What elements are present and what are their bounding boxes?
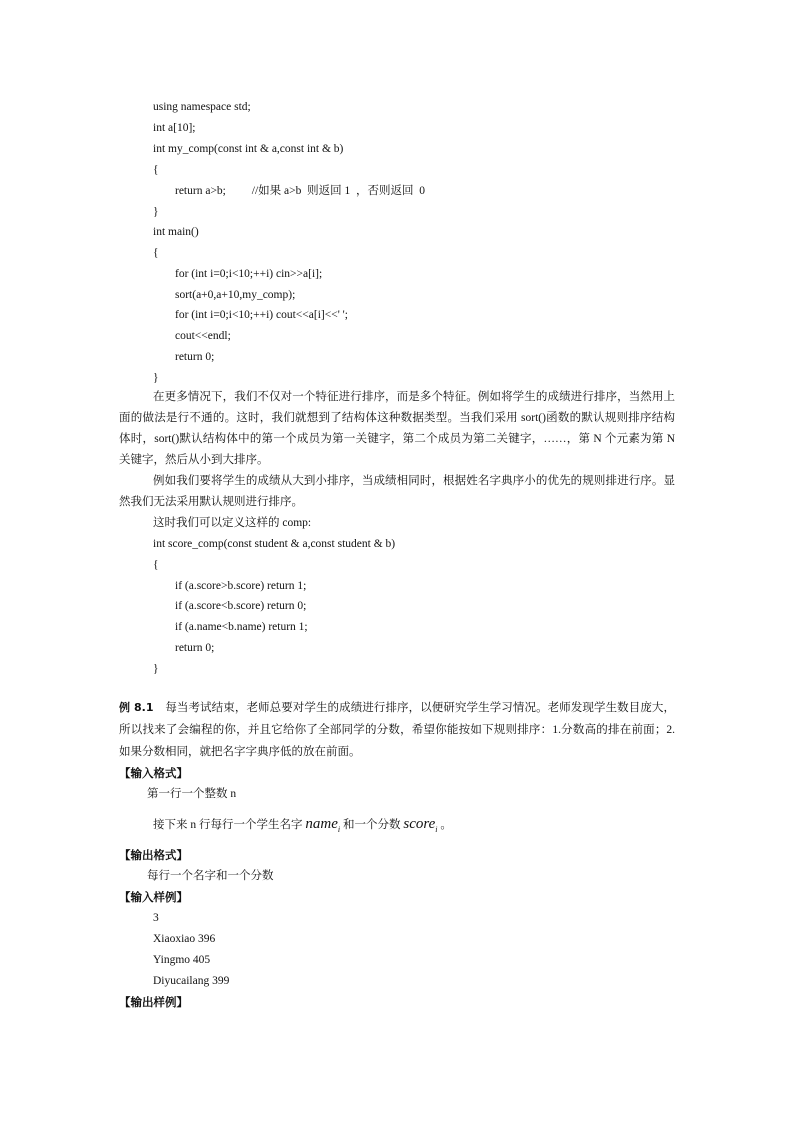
input-format-line2-mid: 和一个分数 [340,819,404,831]
code-line: if (a.score>b.score) return 1; [175,580,307,592]
sample-input-line: Yingmo 405 [153,954,211,966]
code-line: return 0; [175,642,215,654]
code-line: int my_comp(const int & a,const int & b) [153,143,344,155]
code-line: if (a.name<b.name) return 1; [175,621,308,633]
sample-input-line: Xiaoxiao 396 [153,933,216,945]
code-line: int score_comp(const student & a,const student & b) [153,538,396,550]
code-line: for (int i=0;i<10;++i) cin>>a[i]; [175,268,323,280]
name-var-text: name [305,816,338,832]
input-format-line2-end: 。 [437,819,452,831]
code-line: int main() [153,226,199,238]
example-label: 例 8.1 [119,701,154,714]
paragraph-sort-order: 例如我们要将学生的成绩从大到小排序，当成绩相同时，根据姓名字典序小的优先的规则排进行序。显然我们无法采用默认规则进行排序。 [119,475,675,508]
score-var-text: score [403,816,436,832]
sample-input-line: 3 [153,912,159,924]
code-line: return a>b; //如果 a>b 则返回 1 ，否则返回 0 [175,185,425,197]
code-line: sort(a+0,a+10,my_comp); [175,289,296,301]
code-line: { [153,164,159,176]
code-line: return 0; [175,351,215,363]
code-line: } [153,663,159,675]
code-line: } [153,372,159,384]
sample-input-line: Diyucailang 399 [153,975,230,987]
name-variable [305,816,340,832]
input-format-line2-prefix: 接下来 n 行每行一个学生名字 [153,819,306,831]
sample-input-heading: 【输入样例】 [119,890,188,904]
code-line: int a[10]; [153,122,196,134]
code-line: for (int i=0;i<10;++i) cout<<a[i]<<' '; [175,309,348,321]
input-format-heading: 【输入格式】 [119,766,188,780]
code-line: } [153,206,159,218]
score-subscript: i [435,825,438,834]
example-statement [119,697,675,763]
code-line: if (a.score<b.score) return 0; [175,600,307,612]
code-line: { [153,247,159,259]
example-text: 每当考试结束，老师总要对学生的成绩进行排序，以便研究学生学习情况。老师发现学生数目庞大，所以找来了会编程的你，并且它给你了全部同学的分数，希望你能按如下规则排序：1.分数高的排在前面；2.如果分数相同，就把名字字典序低的放在前面。 [119,702,675,758]
code-line: cout<<endl; [175,330,231,342]
paragraph-define-comp: 这时我们可以定义这样的 comp: [153,517,312,529]
score-variable [403,816,437,832]
input-format-line2 [153,814,452,840]
sample-output-heading: 【输出样例】 [119,995,188,1009]
code-line: using namespace std; [153,101,251,113]
input-format-line1: 第一行一个整数 n [147,788,237,800]
name-subscript: i [337,825,341,834]
code-line: { [153,559,159,571]
paragraph-structs: 在更多情况下，我们不仅对一个特征进行排序，而是多个特征。例如将学生的成绩进行排序，当然用上面的做法是行不通的。这时，我们就想到了结构体这种数据类型。当我们采用 sort()函数的默认规则排序结构体时，sort()默认结构体中的第一个成员为第一关键字，第二个成员为第二关键字，……，第 N 个元素为第 N 关键字，然后从小到大排序。 [119,391,675,466]
output-format-heading: 【输出格式】 [119,848,188,862]
output-format-line1: 每行一个名字和一个分数 [147,870,274,882]
